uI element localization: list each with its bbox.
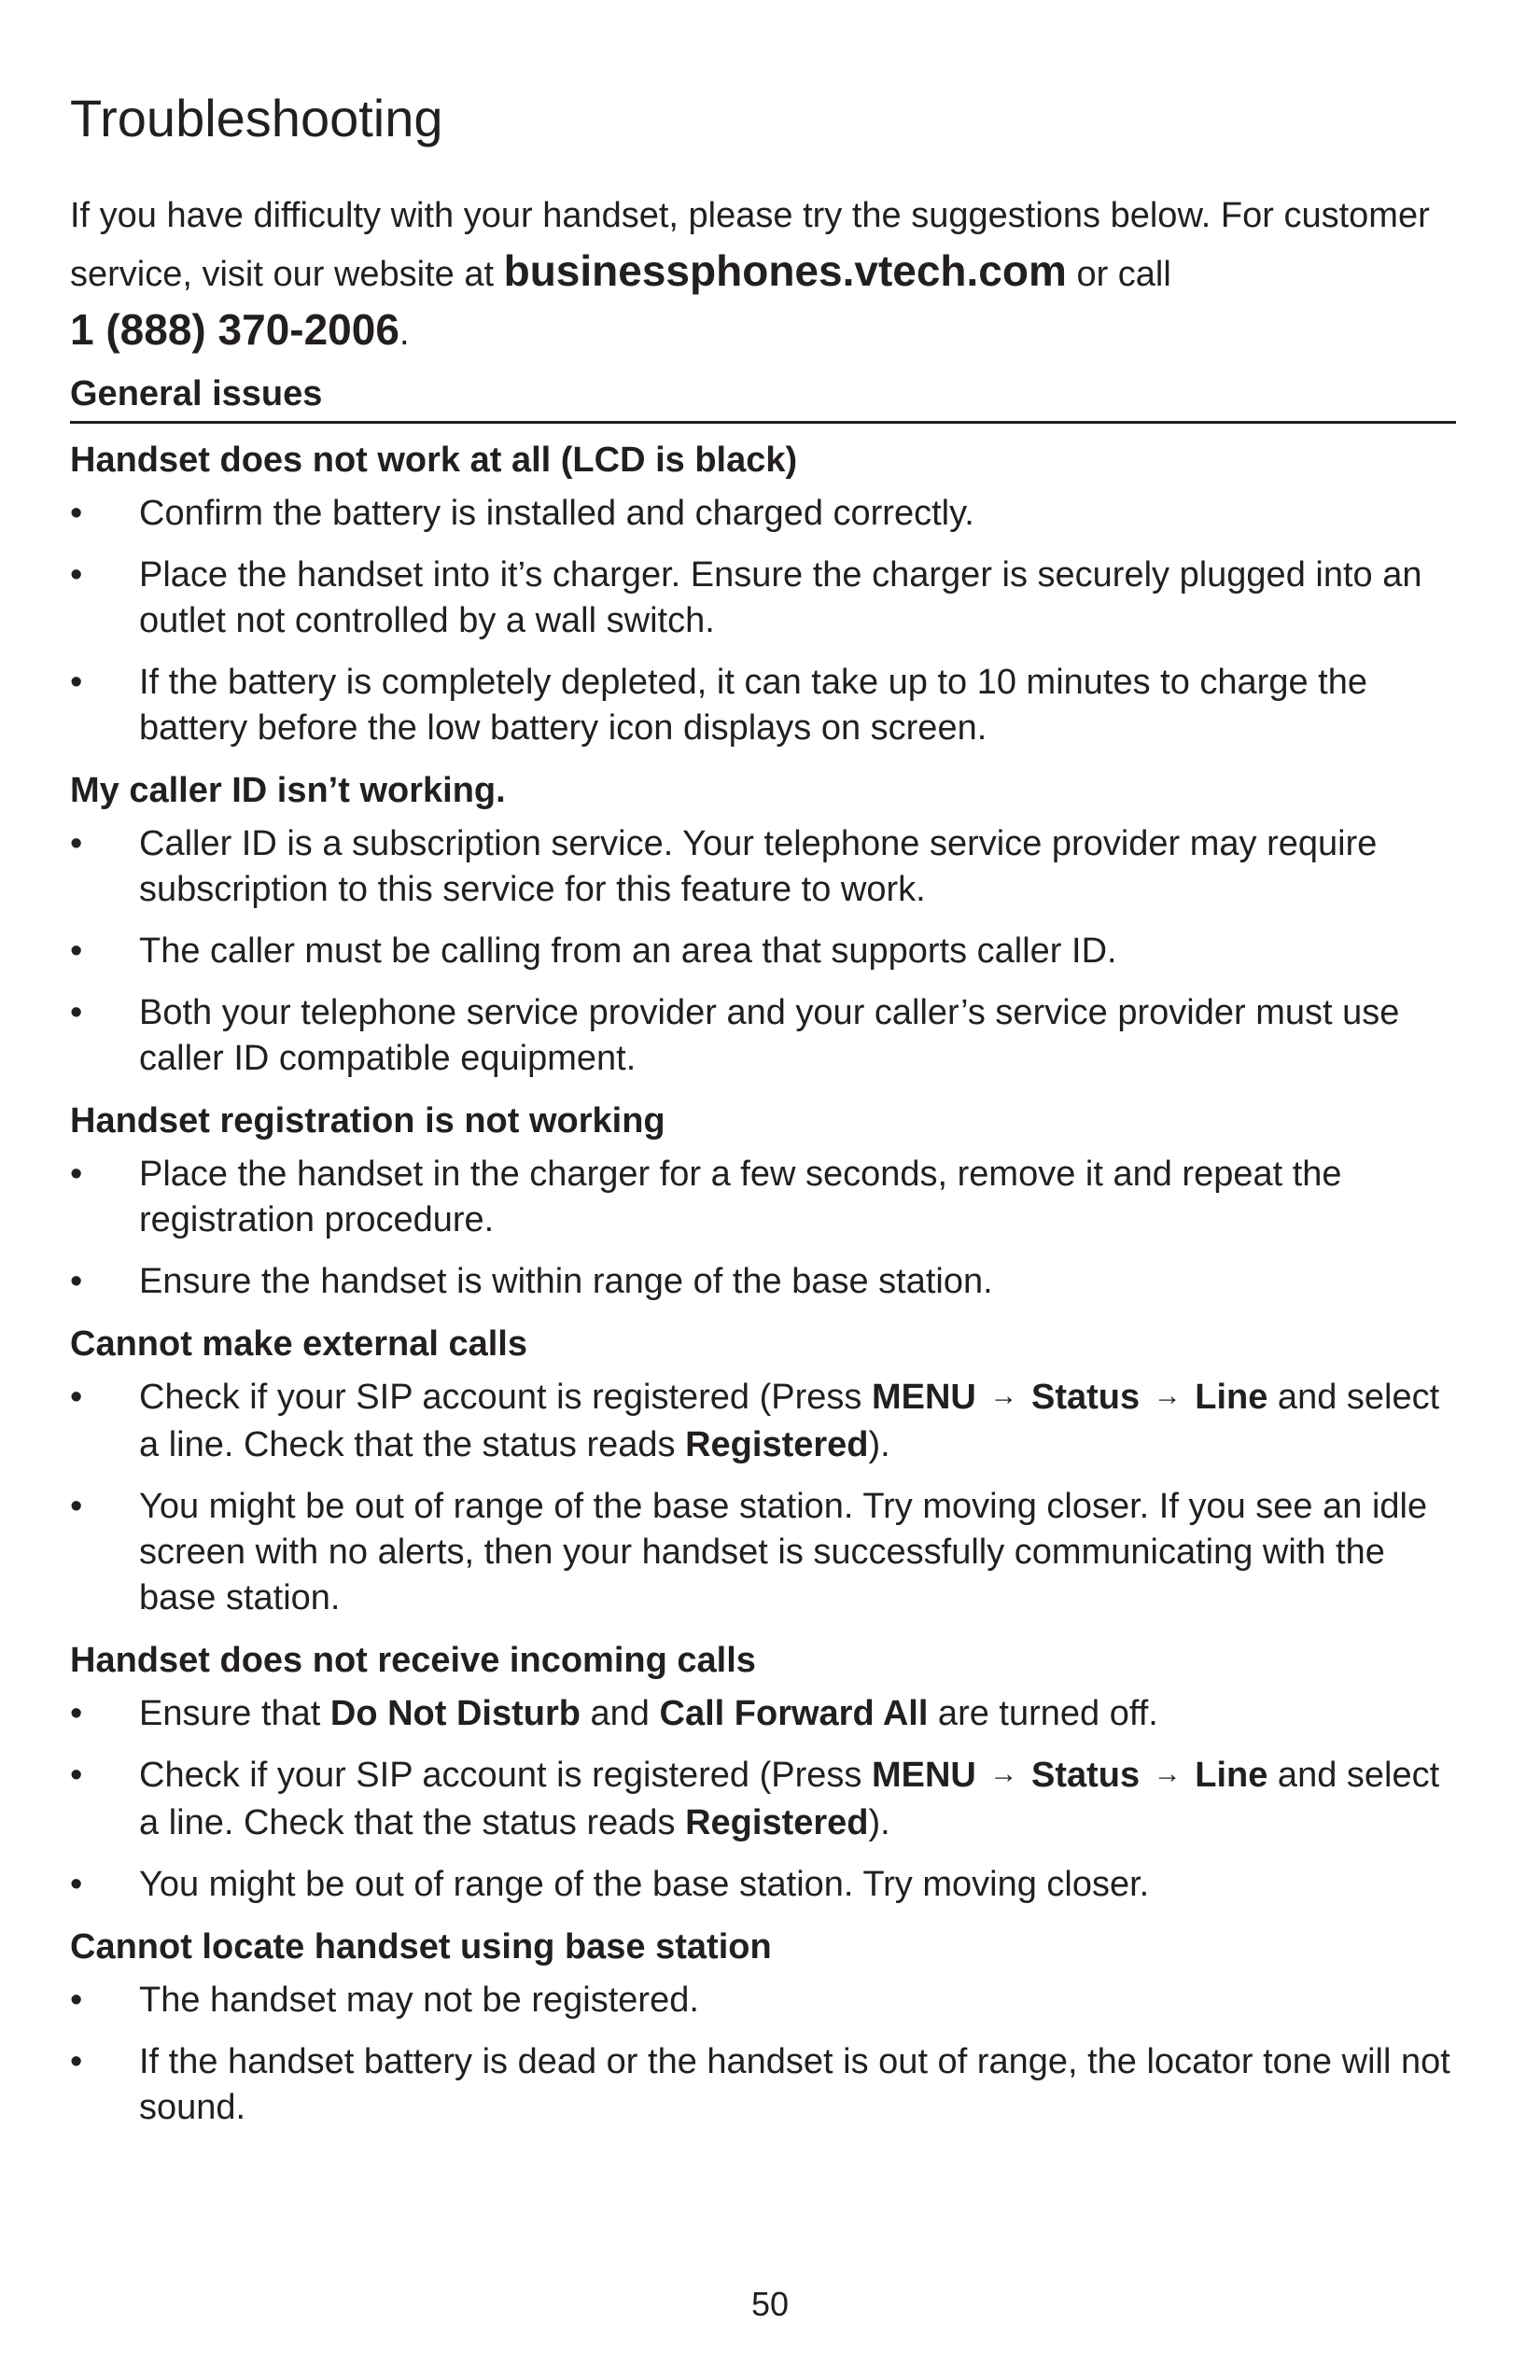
bullet-list xyxy=(70,821,1456,1082)
dnd-text: Ensure that xyxy=(139,1693,330,1733)
bullet-icon: • xyxy=(70,1693,83,1733)
bullet-list xyxy=(70,1978,1456,2131)
page-title: Troubleshooting xyxy=(70,89,443,147)
intro-text-3: . xyxy=(399,313,410,353)
bullet-list xyxy=(70,1375,1456,1621)
list-item xyxy=(70,1691,1456,1737)
list-item xyxy=(70,1375,1456,1468)
status-menu-label: Status xyxy=(1030,1755,1141,1795)
registered-status-label: Registered xyxy=(685,1424,869,1464)
list-item-text: The caller must be calling from an area that supports caller ID. xyxy=(139,931,1117,971)
list-item xyxy=(70,821,1456,913)
issue-lcd-black xyxy=(70,437,1456,751)
menu-key-label: MENU xyxy=(871,1755,976,1795)
sip-text: ). xyxy=(868,1424,890,1464)
bullet-icon: • xyxy=(70,1864,83,1904)
registered-status-label: Registered xyxy=(685,1802,869,1842)
bullet-icon: • xyxy=(70,493,83,533)
sip-text: Check if your SIP account is registered (Press xyxy=(139,1377,872,1417)
section-heading-general-issues: General issues xyxy=(70,371,1456,424)
sip-text: and select a line. Check that the status reads xyxy=(139,1377,1440,1464)
issue-heading: Cannot locate handset using base station xyxy=(70,1926,772,1967)
list-item xyxy=(70,1259,1456,1305)
bullet-icon: • xyxy=(70,823,83,863)
issue-locate-handset xyxy=(70,1924,1456,2131)
issue-heading: Handset does not work at all (LCD is black) xyxy=(70,440,798,480)
phone-number: 1 (888) 370-2006 xyxy=(70,304,399,354)
bullet-icon: • xyxy=(70,2041,83,2081)
bullet-icon: • xyxy=(70,1154,83,1194)
issue-caller-id xyxy=(70,767,1456,1082)
bullet-icon: • xyxy=(70,992,83,1032)
website-link[interactable]: businessphones.vtech.com xyxy=(503,245,1067,295)
list-item-text xyxy=(139,1378,1439,1464)
list-item xyxy=(70,990,1456,1082)
list-item-text: Place the handset into it’s charger. Ensure the charger is securely plugged into an outlet not controlled by a wall switch. xyxy=(139,554,1422,640)
list-item-text: Both your telephone service provider and your caller’s service provider must use caller ID compatible equipment. xyxy=(139,992,1400,1078)
bullet-icon: • xyxy=(70,931,83,971)
intro-paragraph xyxy=(70,189,1456,361)
page-number: 50 xyxy=(750,2285,790,2323)
status-menu-label: Status xyxy=(1030,1377,1141,1417)
line-menu-label: Line xyxy=(1195,1377,1268,1417)
bullet-icon: • xyxy=(70,554,83,595)
bullet-icon: • xyxy=(70,1261,83,1301)
bullet-list xyxy=(70,1152,1456,1305)
issue-heading: My caller ID isn’t working. xyxy=(70,770,506,810)
arrow-right-icon: → xyxy=(989,1379,1018,1411)
list-item-text: Caller ID is a subscription service. Your telephone service provider may require subscription to this service for this feature to work. xyxy=(139,823,1378,909)
list-item-text: You might be out of range of the base station. Try moving closer. If you see an idle screen with no alerts, then your handset is successfully communicating with the base station. xyxy=(139,1486,1428,1617)
dnd-text: and xyxy=(580,1693,660,1733)
list-item xyxy=(70,1753,1456,1846)
issue-heading: Handset registration is not working xyxy=(70,1100,665,1141)
do-not-disturb-label: Do Not Disturb xyxy=(329,1693,581,1733)
line-menu-label: Line xyxy=(1195,1755,1268,1795)
list-item-text: Ensure the handset is within range of the base station. xyxy=(139,1261,993,1301)
bullet-icon: • xyxy=(70,662,83,702)
list-item-text xyxy=(139,1756,1439,1842)
arrow-right-icon: → xyxy=(989,1757,1018,1789)
arrow-right-icon: → xyxy=(1153,1379,1182,1411)
issue-registration xyxy=(70,1098,1456,1305)
list-item xyxy=(70,929,1456,974)
list-item xyxy=(70,491,1456,537)
issue-incoming-calls xyxy=(70,1637,1456,1908)
intro-text-2: or call xyxy=(1066,254,1171,294)
menu-key-label: MENU xyxy=(871,1377,976,1417)
sip-text: ). xyxy=(868,1802,890,1842)
sip-text: and select a line. Check that the status reads xyxy=(139,1755,1440,1842)
issue-external-calls xyxy=(70,1321,1456,1621)
issue-heading: Handset does not receive incoming calls xyxy=(70,1640,756,1680)
list-item-text: If the battery is completely depleted, it can take up to 10 minutes to charge the battery before the low battery icon displays on screen. xyxy=(139,662,1367,748)
bullet-icon: • xyxy=(70,1980,83,2020)
call-forward-all-label: Call Forward All xyxy=(659,1693,929,1733)
list-item-text: The handset may not be registered. xyxy=(139,1980,699,2020)
bullet-icon: • xyxy=(70,1377,83,1417)
list-item xyxy=(70,660,1456,751)
issue-heading: Cannot make external calls xyxy=(70,1323,527,1364)
list-item-text xyxy=(139,1694,1158,1733)
dnd-text: are turned off. xyxy=(928,1693,1158,1733)
bullet-list xyxy=(70,1691,1456,1908)
list-item xyxy=(70,1152,1456,1243)
list-item-text: If the handset battery is dead or the handset is out of range, the locator tone will not sound. xyxy=(139,2041,1450,2127)
bullet-list xyxy=(70,491,1456,751)
intro-text-1: If you have difficulty with your handset, please try the suggestions below. For customer service, visit our website at xyxy=(70,195,1430,294)
list-item xyxy=(70,1862,1456,1908)
list-item xyxy=(70,1978,1456,2023)
list-item-text: Confirm the battery is installed and charged correctly. xyxy=(139,493,974,533)
list-item xyxy=(70,1484,1456,1621)
list-item-text: Place the handset in the charger for a few seconds, remove it and repeat the registration procedure. xyxy=(139,1154,1342,1239)
arrow-right-icon: → xyxy=(1153,1757,1182,1789)
bullet-icon: • xyxy=(70,1486,83,1526)
list-item xyxy=(70,2039,1456,2131)
list-item-text: You might be out of range of the base station. Try moving closer. xyxy=(139,1864,1150,1904)
document-page xyxy=(70,90,1456,2147)
bullet-icon: • xyxy=(70,1755,83,1795)
list-item xyxy=(70,553,1456,644)
sip-text: Check if your SIP account is registered (Press xyxy=(139,1755,872,1795)
